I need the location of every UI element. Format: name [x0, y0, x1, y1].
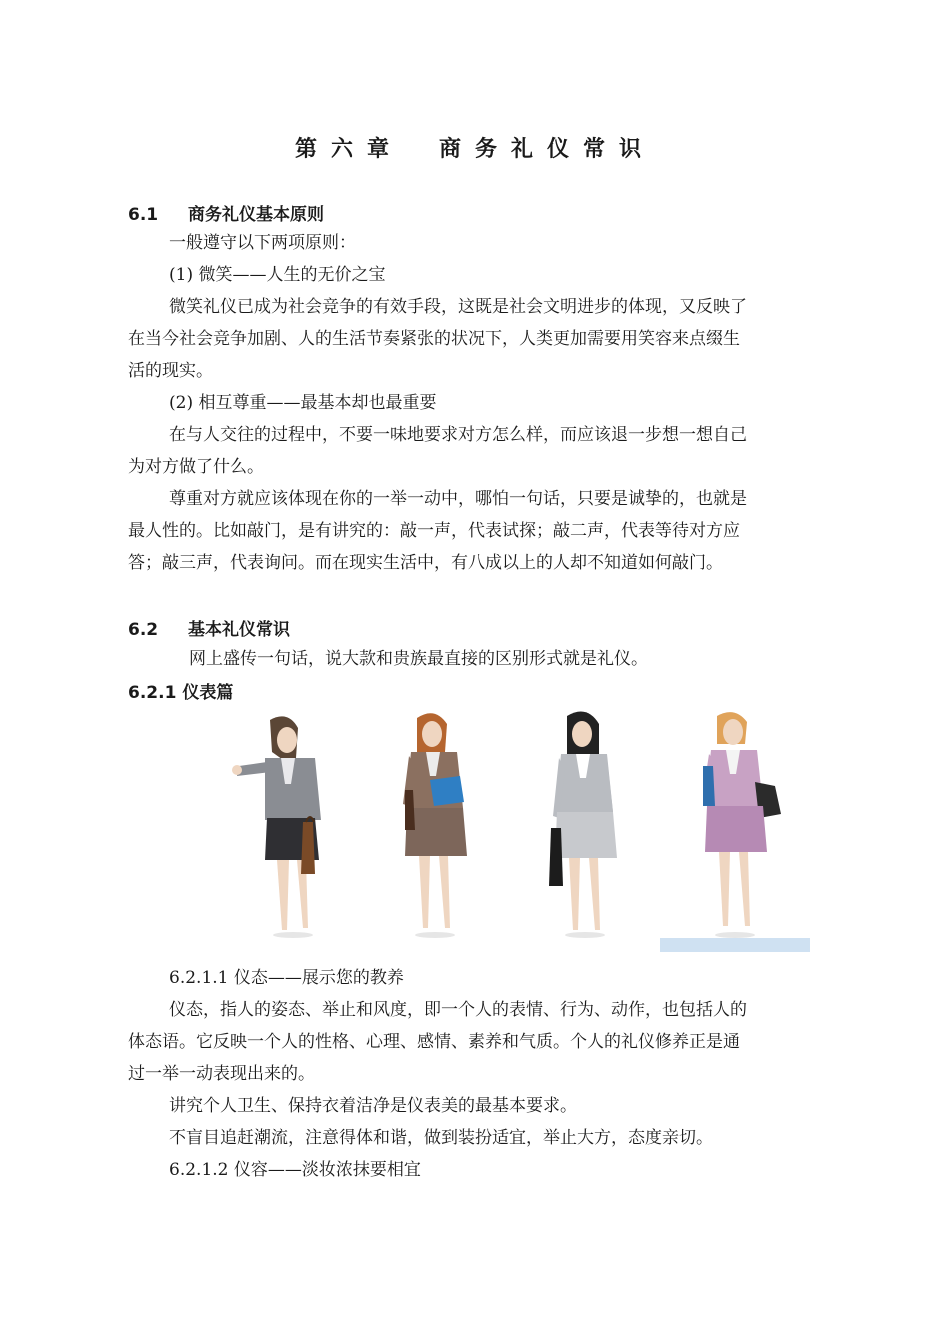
woman-grey-suit-icon	[232, 716, 321, 938]
subsection-heading-6-2-1	[128, 678, 233, 703]
woman-light-grey-suit-icon	[549, 712, 617, 939]
chapter-name: 商务礼仪常识	[439, 137, 656, 162]
watermark-logo	[660, 938, 810, 952]
section-heading-6-1	[128, 200, 324, 225]
section-number: 6.2	[128, 620, 159, 640]
paragraph-demeanor: 仪态，指人的姿态、举止和风度，即一个人的表情、行为、动作，也包括人的 体态语。它反映一个人的性格、心理、感情、素养和气质。个人的礼仪修养正是通 过一举一动表现出来的。	[128, 1000, 747, 1084]
intro-text: 一般遵守以下两项原则：	[169, 233, 356, 253]
woman-pink-suit-icon	[703, 712, 781, 938]
paragraph-hygiene: 讲究个人卫生、保持衣着洁净是仪表美的最基本要求。	[169, 1096, 577, 1116]
paragraph-fashion: 不盲目追赶潮流，注意得体和谐，做到装扮适宜，举止大方，态度亲切。	[169, 1128, 713, 1148]
businesswomen-illustration-icon	[225, 710, 815, 955]
paragraph-knock: 尊重对方就应该体现在你的一举一动中，哪怕一句话，只要是诚挚的，也就是 最人性的。比如敲门，是有讲究的：敲一声，代表试探；敲二声，代表等待对方应 答；敲三声，代表询问。而在现实生活中，有八成以上的人却不知道如何敲门。	[128, 489, 747, 573]
subsection-heading-6-2-1-1: 6.2.1.1 仪态——展示您的教养	[169, 968, 404, 988]
figures-svg	[225, 710, 815, 955]
paragraph-smile: 微笑礼仪已成为社会竞争的有效手段，这既是社会文明进步的体现，又反映了 在当今社会竞争加剧、人的生活节奏紧张的状况下，人类更加需要用笑容来点缀生 活的现实。	[128, 297, 747, 381]
section-number: 6.1	[128, 205, 159, 225]
chapter-number: 第六章	[294, 137, 403, 162]
subsection-number: 6.2.1	[128, 683, 177, 703]
section-title: 基本礼仪常识	[188, 620, 290, 640]
intro-text: 网上盛传一句话，说大款和贵族最直接的区别形式就是礼仪。	[189, 649, 648, 669]
paragraph-respect: 在与人交往的过程中，不要一味地要求对方怎么样，而应该退一步想一想自己 为对方做了什么。	[128, 425, 747, 477]
subsection-heading-6-2-1-2: 6.2.1.2 仪容——淡妆浓抹要相宜	[169, 1160, 421, 1180]
principle-2: (2) 相互尊重——最基本却也最重要	[169, 393, 437, 413]
principle-1: (1) 微笑——人生的无价之宝	[169, 265, 386, 285]
woman-brown-suit-icon	[403, 713, 467, 938]
section-heading-6-2	[128, 615, 290, 640]
section-title: 商务礼仪基本原则	[188, 205, 324, 225]
page-title	[0, 132, 950, 163]
subsection-title: 仪表篇	[182, 683, 234, 703]
